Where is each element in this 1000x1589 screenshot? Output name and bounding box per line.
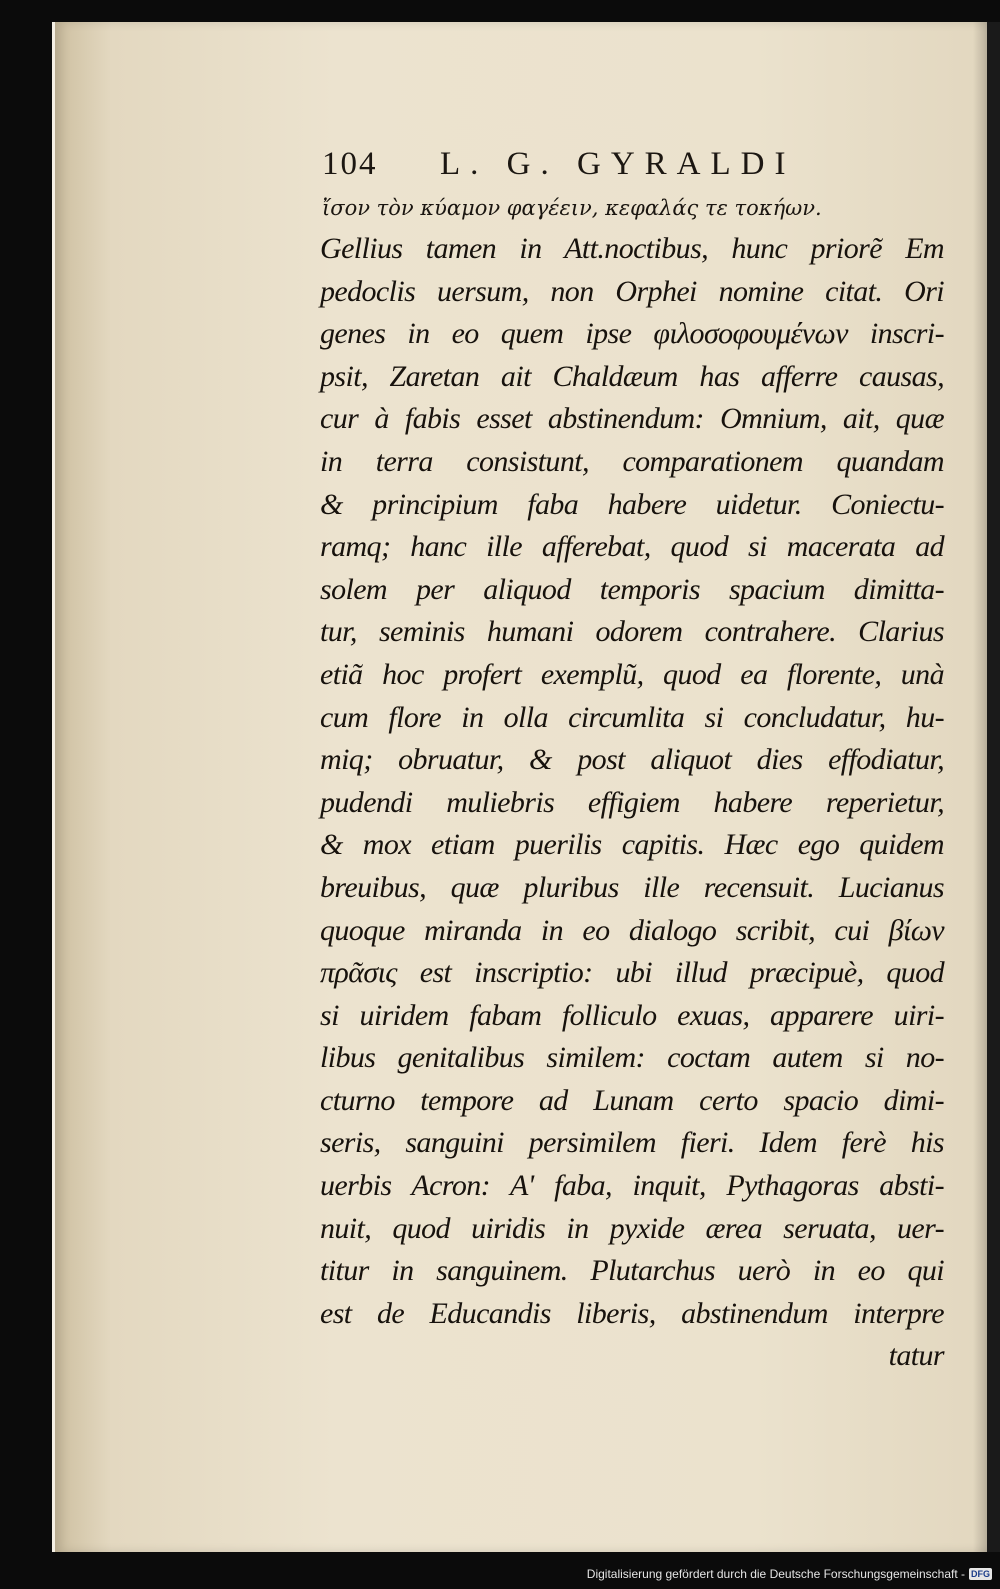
text-line: cum flore in olla circumlita si concludatur, hu- bbox=[320, 700, 944, 734]
text-line: in terra consistunt, comparationem quandam bbox=[320, 444, 944, 478]
text-line: titur in sanguinem. Plutarchus uerò in eo qui bbox=[320, 1254, 944, 1288]
text-line: tur, seminis humani odorem contrahere. Clarius bbox=[320, 615, 944, 649]
text-line: πρᾶσις est inscriptio: ubi illud præcipuè, quod bbox=[320, 956, 944, 990]
text-line: etiã hoc profert exemplũ, quod ea florente, unà bbox=[320, 657, 944, 691]
text-line: est de Educandis liberis, abstinendum interpre bbox=[320, 1296, 944, 1330]
page-number: 104 bbox=[322, 146, 378, 182]
greek-verse-line: ἴσον τὸν κύαμον φαγέειν, κεφαλάς τε τοκήων. bbox=[322, 196, 822, 220]
text-line: miq; obruatur, & post aliquot dies effodiatur, bbox=[320, 743, 944, 777]
text-line: quoque miranda in eo dialogo scribit, cui βίων bbox=[320, 913, 944, 947]
text-line: & mox etiam puerilis capitis. Hæc ego quidem bbox=[320, 828, 944, 862]
text-line: & principium faba habere uidetur. Coniectu- bbox=[320, 487, 944, 521]
text-line: seris, sanguini persimilem fieri. Idem ferè his bbox=[320, 1126, 944, 1160]
credit-text: Digitalisierung gefördert durch die Deutsche Forschungsgemeinschaft - bbox=[586, 1567, 965, 1581]
text-line: solem per aliquod temporis spacium dimitta- bbox=[320, 572, 944, 606]
text-line: cturno tempore ad Lunam certo spacio dimi- bbox=[320, 1083, 944, 1117]
text-line: psit, Zaretan ait Chaldæum has afferre causas, bbox=[320, 359, 944, 393]
running-head: L. G. GYRALDI bbox=[440, 146, 796, 182]
text-line: breuibus, quæ pluribus ille recensuit. Lucianus bbox=[320, 870, 944, 904]
text-line: nuit, quod uiridis in pyxide ærea seruata, uer- bbox=[320, 1211, 944, 1245]
text-line: si uiridem fabam folliculo exuas, apparere uiri- bbox=[320, 998, 944, 1032]
catchword: tatur bbox=[888, 1339, 944, 1373]
text-line: pedoclis uersum, non Orphei nomine citat. Ori bbox=[320, 274, 944, 308]
dfg-logo-icon: DFG bbox=[971, 1569, 990, 1579]
page-header bbox=[322, 146, 852, 186]
text-line: Gellius tamen in Att.noctibus, hunc priorẽ Em bbox=[320, 232, 944, 265]
text-line: genes in eo quem ipse φιλοσοφουμένων inscri- bbox=[320, 317, 944, 351]
text-line: ramq; hanc ille afferebat, quod si macerata ad bbox=[320, 530, 944, 564]
text-line: libus genitalibus similem: coctam autem si no- bbox=[320, 1041, 944, 1075]
text-line: uerbis Acron: A' faba, inquit, Pythagoras absti- bbox=[320, 1169, 944, 1203]
digitization-credit bbox=[587, 1565, 992, 1583]
text-line: cur à fabis esset abstinendum: Omnium, ait, quæ bbox=[320, 402, 944, 436]
text-line: pudendi muliebris effigiem habere reperietur, bbox=[320, 785, 944, 819]
body-text bbox=[320, 228, 944, 1378]
